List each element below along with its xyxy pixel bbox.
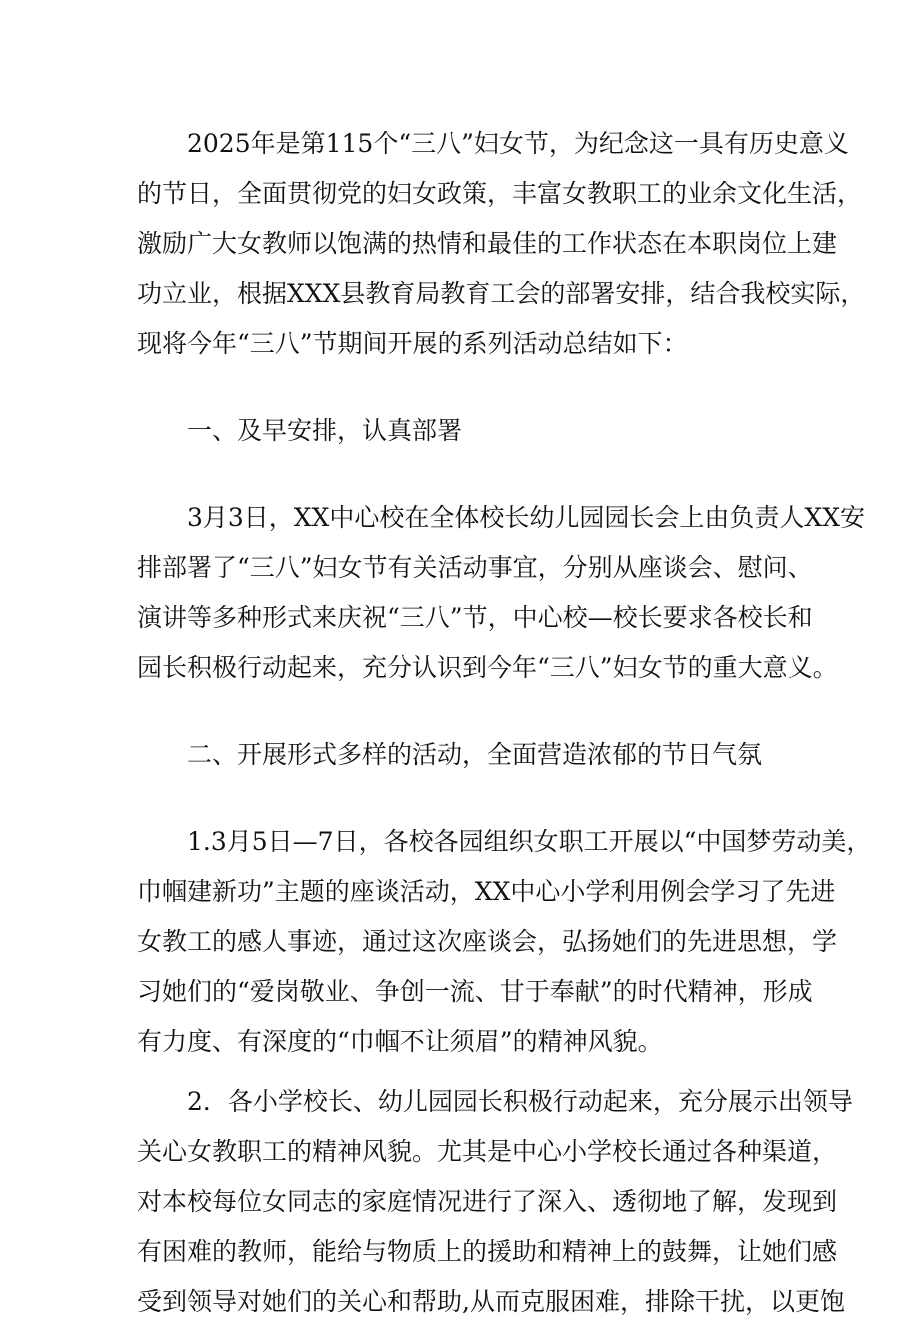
text-line: 激励广大女教师以饱满的热情和最佳的工作状态在本职岗位上建 bbox=[137, 229, 838, 258]
text-line: 1.3月5日—7日，各校各园组织女职工开展以“中国梦劳动美， bbox=[187, 827, 872, 856]
paragraph-intro bbox=[137, 119, 866, 369]
text-line: 演讲等多种形式来庆祝“三八”节，中心校—校长要求各校长和 bbox=[137, 603, 813, 632]
document-body bbox=[137, 119, 872, 1327]
text-line: 受到领导对她们的关心和帮助,从而克服困难，排除干扰，以更饱 bbox=[137, 1287, 845, 1316]
text-line: 2025年是第115个“三八”妇女节，为纪念这一具有历史意义 bbox=[187, 129, 849, 158]
text-line: 习她们的“爱岗敬业、争创一流、甘于奉献”的时代精神，形成 bbox=[137, 977, 813, 1006]
text-line: 排部署了“三八”妇女节有关活动事宜，分别从座谈会、慰问、 bbox=[137, 553, 813, 582]
text-line: 功立业，根据XXX县教育局教育工会的部署安排，结合我校实际， bbox=[137, 279, 866, 308]
text-line: 2．各小学校长、幼儿园园长积极行动起来，充分展示出领导 bbox=[187, 1087, 853, 1116]
text-line: 园长积极行动起来，充分认识到今年“三八”妇女节的重大意义。 bbox=[137, 653, 838, 682]
text-line: 女教工的感人事迹，通过这次座谈会，弘扬她们的先进思想，学 bbox=[137, 927, 838, 956]
text-line: 对本校每位女同志的家庭情况进行了深入、透彻地了解，发现到 bbox=[137, 1187, 838, 1216]
text-line: 的节日，全面贯彻党的妇女政策，丰富女教职工的业余文化生活， bbox=[137, 179, 863, 208]
text-line: 有困难的教师，能给与物质上的援助和精神上的鼓舞，让她们感 bbox=[137, 1237, 838, 1266]
spacer bbox=[137, 481, 797, 493]
section-heading-1 bbox=[137, 406, 797, 456]
spacer bbox=[137, 369, 797, 381]
text-line: 现将今年“三八”节期间开展的系列活动总结如下： bbox=[137, 329, 688, 358]
text-line: 巾帼建新功”主题的座谈活动，XX中心小学利用例会学习了先进 bbox=[137, 877, 836, 906]
text-line: 有力度、有深度的“巾帼不让须眉”的精神风貌。 bbox=[137, 1027, 663, 1056]
spacer bbox=[137, 693, 797, 705]
paragraph-item-2 bbox=[137, 1077, 853, 1327]
text-line: 关心女教职工的精神风貌。尤其是中心小学校长通过各种渠道， bbox=[137, 1137, 838, 1166]
paragraph-section-1 bbox=[137, 493, 866, 693]
section-heading-text: 一、及早安排，认真部署 bbox=[187, 416, 463, 445]
section-heading-2 bbox=[137, 730, 797, 780]
spacer bbox=[137, 805, 797, 817]
spacer bbox=[137, 1067, 797, 1077]
text-line: 3月3日，XX中心校在全体校长幼儿园园长会上由负责人XX安 bbox=[187, 503, 866, 532]
paragraph-item-1 bbox=[137, 817, 872, 1067]
section-heading-text: 二、开展形式多样的活动，全面营造浓郁的节日气氛 bbox=[187, 740, 763, 769]
